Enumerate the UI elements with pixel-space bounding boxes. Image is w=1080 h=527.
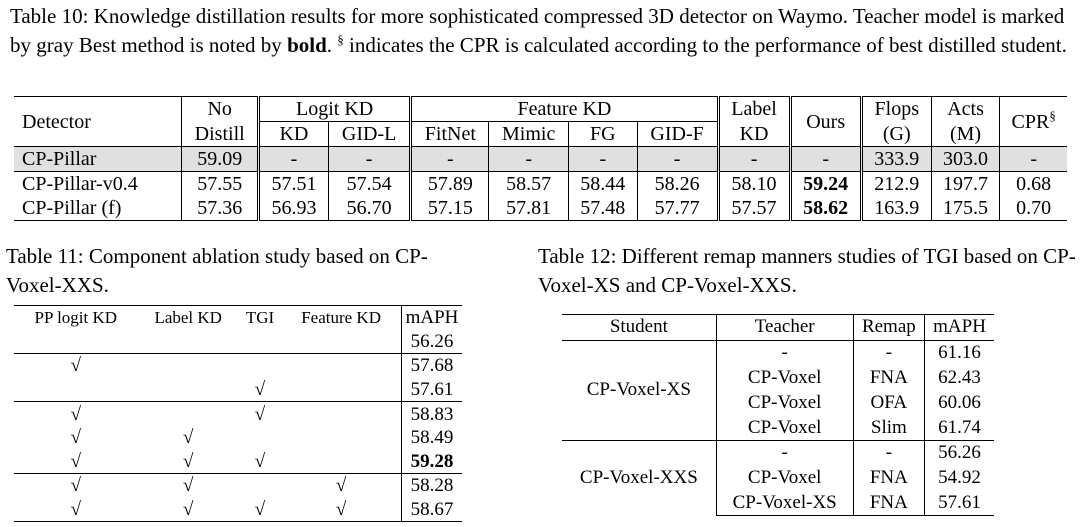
maph-value: 58.67 bbox=[402, 498, 463, 522]
empty-cell bbox=[239, 474, 281, 498]
teacher-cell: CP-Voxel-XS bbox=[716, 491, 853, 516]
cell: 175.5 bbox=[931, 196, 1000, 221]
maph-value: 59.28 bbox=[402, 450, 463, 474]
header-gid-l: GID-L bbox=[328, 122, 410, 147]
header-feature-kd: Feature KD bbox=[411, 97, 718, 122]
cell: 333.9 bbox=[861, 147, 931, 172]
checkmark: √ bbox=[182, 450, 194, 472]
empty-cell bbox=[138, 354, 239, 378]
empty-cell bbox=[14, 378, 138, 402]
table-row bbox=[14, 147, 1067, 172]
header-maph: mAPH bbox=[925, 315, 994, 341]
table-row bbox=[14, 450, 462, 474]
header-tgi: TGI bbox=[239, 306, 281, 330]
maph-value: 61.16 bbox=[925, 340, 994, 365]
maph-value: 58.83 bbox=[402, 402, 463, 426]
table10-caption: Table 10: Knowledge distillation results for more sophisticated compressed 3D detector on Waymo. Teacher model is marked by gray Best method is noted by bold. § indicates the CPR is calculated according to the performance of best distilled student. bbox=[10, 4, 1067, 57]
cell: 57.36 bbox=[182, 196, 259, 221]
header-mimic: Mimic bbox=[489, 122, 569, 147]
remap-cell: - bbox=[853, 340, 924, 365]
remap-cell: OFA bbox=[853, 390, 924, 415]
table10 bbox=[14, 96, 1067, 221]
remap-cell: FNA bbox=[853, 366, 924, 391]
teacher-cell: - bbox=[716, 340, 853, 365]
remap-cell: FNA bbox=[853, 466, 924, 491]
maph-value: 56.26 bbox=[402, 330, 463, 354]
teacher-cell: CP-Voxel bbox=[716, 466, 853, 491]
cell: 57.81 bbox=[489, 196, 569, 221]
cell: - bbox=[258, 147, 328, 172]
maph-value: 62.43 bbox=[925, 366, 994, 391]
cell: 56.70 bbox=[328, 196, 410, 221]
detector-name: CP-Pillar-v0.4 bbox=[14, 172, 182, 197]
cell: 163.9 bbox=[861, 196, 931, 221]
table-row bbox=[14, 378, 462, 402]
maph-value: 54.92 bbox=[925, 466, 994, 491]
student-name: CP-Voxel-XS bbox=[586, 379, 691, 401]
header-fg: FG bbox=[568, 122, 637, 147]
header-maph: mAPH bbox=[402, 306, 463, 330]
checkmark: √ bbox=[254, 379, 266, 401]
cell: - bbox=[411, 147, 489, 172]
checkmark: √ bbox=[239, 402, 281, 426]
header-logit-kd: Logit KD bbox=[258, 97, 410, 122]
cell: - bbox=[1000, 147, 1067, 172]
cell: 212.9 bbox=[861, 172, 931, 197]
cell: - bbox=[718, 147, 790, 172]
maph-value: 56.26 bbox=[925, 440, 994, 465]
cell: 197.7 bbox=[931, 172, 1000, 197]
header-kd: KD bbox=[258, 122, 328, 147]
cell: 57.51 bbox=[258, 172, 328, 197]
checkmark: √ bbox=[14, 354, 138, 378]
teacher-cell: CP-Voxel bbox=[716, 390, 853, 415]
empty-cell bbox=[239, 426, 281, 450]
maph-value: 57.61 bbox=[402, 378, 463, 402]
empty-cell bbox=[281, 402, 401, 426]
header-cpr: CPR§ bbox=[1000, 97, 1067, 147]
maph-value: 58.49 bbox=[402, 426, 463, 450]
table11-caption: Table 11: Component ablation study based on CP-Voxel-XXS. bbox=[6, 244, 428, 297]
header-teacher: Teacher bbox=[716, 315, 853, 341]
header-student: Student bbox=[562, 315, 716, 341]
empty-cell bbox=[14, 330, 138, 354]
cell: 59.09 bbox=[182, 147, 259, 172]
teacher-cell: - bbox=[716, 440, 853, 465]
header-label-kd-1: Label bbox=[718, 97, 790, 122]
table-row bbox=[562, 340, 994, 365]
checkmark: √ bbox=[239, 498, 281, 522]
table-row bbox=[14, 426, 462, 450]
cell: 0.68 bbox=[1000, 172, 1067, 197]
empty-cell bbox=[281, 426, 401, 450]
header-gid-f: GID-F bbox=[637, 122, 718, 147]
empty-cell bbox=[239, 330, 281, 354]
empty-cell bbox=[138, 402, 239, 426]
header-pp-logit-kd: PP logit KD bbox=[14, 306, 138, 330]
teacher-cell: CP-Voxel bbox=[716, 366, 853, 391]
header-acts-2: (M) bbox=[931, 122, 1000, 147]
cell: 57.55 bbox=[182, 172, 259, 197]
checkmark: √ bbox=[182, 427, 194, 449]
empty-cell bbox=[281, 354, 401, 378]
remap-cell: Slim bbox=[853, 415, 924, 440]
table-row bbox=[14, 172, 1067, 197]
checkmark: √ bbox=[254, 450, 266, 472]
table12 bbox=[562, 314, 994, 516]
checkmark: √ bbox=[14, 402, 138, 426]
student-name: CP-Voxel-XXS bbox=[562, 440, 716, 515]
checkmark: √ bbox=[70, 450, 82, 472]
empty-cell bbox=[138, 378, 239, 402]
table-row bbox=[14, 196, 1067, 221]
cell: 58.57 bbox=[489, 172, 569, 197]
cell: 0.70 bbox=[1000, 196, 1067, 221]
header-flops-2: (G) bbox=[861, 122, 931, 147]
table12-caption: Table 12: Different remap manners studies of TGI based on CP-Voxel-XS and CP-Voxel-XXS. bbox=[538, 244, 1076, 297]
cell: 57.77 bbox=[637, 196, 718, 221]
checkmark: √ bbox=[14, 498, 138, 522]
table-row bbox=[562, 440, 994, 465]
header-feature-kd: Feature KD bbox=[281, 306, 401, 330]
maph-value: 57.61 bbox=[925, 491, 994, 516]
cell: 58.26 bbox=[637, 172, 718, 197]
checkmark: √ bbox=[138, 498, 239, 522]
maph-value: 61.74 bbox=[925, 415, 994, 440]
cell: 57.15 bbox=[411, 196, 489, 221]
cell: 57.48 bbox=[568, 196, 637, 221]
maph-value: 60.06 bbox=[925, 390, 994, 415]
cell: - bbox=[790, 147, 861, 172]
table-row bbox=[14, 330, 462, 354]
cell: 303.0 bbox=[931, 147, 1000, 172]
table-row bbox=[14, 498, 462, 522]
remap-cell: FNA bbox=[853, 491, 924, 516]
maph-value: 57.68 bbox=[402, 354, 463, 378]
teacher-cell: CP-Voxel bbox=[716, 415, 853, 440]
header-no-distill-2: Distill bbox=[182, 122, 259, 147]
checkmark: √ bbox=[70, 427, 82, 449]
header-no-distill-1: No bbox=[182, 97, 259, 122]
cell: 56.93 bbox=[258, 196, 328, 221]
header-fitnet: FitNet bbox=[411, 122, 489, 147]
cell: - bbox=[637, 147, 718, 172]
empty-cell bbox=[281, 450, 401, 474]
cell-best: 58.62 bbox=[790, 196, 861, 221]
cell: - bbox=[489, 147, 569, 172]
detector-name: CP-Pillar bbox=[14, 147, 182, 172]
detector-name: CP-Pillar (f) bbox=[14, 196, 182, 221]
empty-cell bbox=[239, 354, 281, 378]
empty-cell bbox=[281, 378, 401, 402]
checkmark: √ bbox=[138, 474, 239, 498]
header-remap: Remap bbox=[853, 315, 924, 341]
cell: 57.89 bbox=[411, 172, 489, 197]
cell: 57.57 bbox=[718, 196, 790, 221]
cell: - bbox=[328, 147, 410, 172]
cell-best: 59.24 bbox=[790, 172, 861, 197]
empty-cell bbox=[281, 330, 401, 354]
cell: 58.10 bbox=[718, 172, 790, 197]
checkmark: √ bbox=[14, 474, 138, 498]
table-row bbox=[14, 474, 462, 498]
checkmark: √ bbox=[281, 474, 401, 498]
table11 bbox=[14, 305, 462, 522]
empty-cell bbox=[138, 330, 239, 354]
checkmark: √ bbox=[281, 498, 401, 522]
header-label-kd: Label KD bbox=[138, 306, 239, 330]
cell: 58.44 bbox=[568, 172, 637, 197]
cell: 57.54 bbox=[328, 172, 410, 197]
header-ours: Ours bbox=[790, 97, 861, 147]
header-flops-1: Flops bbox=[861, 97, 931, 122]
header-acts-1: Acts bbox=[931, 97, 1000, 122]
header-label-kd-2: KD bbox=[718, 122, 790, 147]
remap-cell: - bbox=[853, 440, 924, 465]
table-row bbox=[14, 354, 462, 378]
cell: - bbox=[568, 147, 637, 172]
header-detector: Detector bbox=[14, 97, 182, 147]
maph-value: 58.28 bbox=[402, 474, 463, 498]
table-row bbox=[14, 402, 462, 426]
